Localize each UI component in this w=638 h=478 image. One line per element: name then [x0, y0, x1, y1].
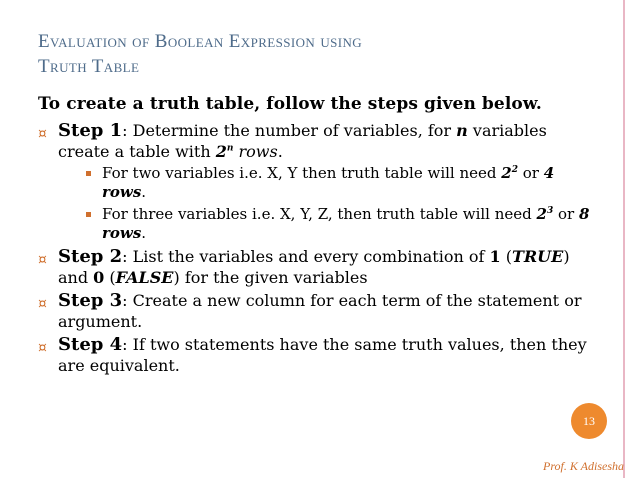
sub-2-rows: 8 rows [102, 205, 590, 242]
step-1-item [38, 120, 598, 243]
step-1-label: Step 1 [58, 120, 123, 141]
step-2-close-1: ) and [58, 247, 570, 287]
title-line-2: Truth Table [38, 56, 140, 77]
step-2-text-a: : List the variables and every combination of [122, 247, 490, 266]
vertical-rule [623, 0, 625, 478]
slide-title [38, 29, 578, 79]
step-1-two: 2 [215, 142, 227, 161]
sub-1-base: 2 [501, 164, 512, 182]
step-1-text-a: : Determine the number of variables, for [122, 121, 457, 140]
step-3-label: Step 3 [58, 290, 123, 311]
title-line-1: Evaluation of Boolean Expression using [38, 31, 363, 52]
author-credit: Prof. K Adisesha [542, 459, 624, 473]
sub-2-end: . [141, 224, 147, 242]
sub-1-or: or [517, 164, 544, 182]
step-1-text-b: variables create a table with [58, 121, 547, 161]
step-2-false: FALSE [115, 268, 174, 287]
sub-item-two-variables [58, 164, 598, 202]
slide-content [38, 94, 598, 378]
page-number-badge: 13 [571, 403, 607, 439]
step-4-label: Step 4 [58, 334, 123, 355]
sub-1-text: For two variables i.e. X, Y then truth table will need [102, 164, 502, 182]
sub-2-or: or [553, 205, 579, 223]
sub-1-end: . [141, 183, 147, 201]
sub-1-rows: 4 rows [102, 164, 555, 201]
bullet-icon: ¤ [38, 126, 47, 142]
sub-bullet-icon [86, 171, 91, 176]
step-1-n: n [456, 121, 468, 140]
step-2-zero: 0 [93, 268, 105, 287]
step-2-close-2: ) for the given variables [173, 268, 368, 287]
step-3-text: : Create a new column for each term of the statement or argument. [58, 291, 582, 331]
bullet-icon: ¤ [38, 252, 47, 268]
bullet-icon: ¤ [38, 296, 47, 312]
step-4-item [38, 334, 598, 376]
step-3-item [38, 290, 598, 332]
sub-item-three-variables [58, 205, 598, 243]
step-2-open-2: ( [104, 268, 116, 287]
step-2-item [38, 246, 598, 288]
step-2-open-1: ( [500, 247, 512, 266]
sub-bullet-icon [86, 212, 91, 217]
step-2-label: Step 2 [58, 246, 123, 267]
sub-2-base: 2 [536, 205, 547, 223]
step-2-true: TRUE [511, 247, 564, 266]
step-1-sup-n: n [226, 143, 234, 154]
sub-1-sup: 2 [511, 165, 518, 175]
sub-2-sup: 3 [546, 206, 554, 216]
step-2-one: 1 [489, 247, 501, 266]
intro-text: To create a truth table, follow the steps given below. [38, 94, 542, 114]
step-1-end: . [277, 142, 283, 161]
bullet-icon: ¤ [38, 340, 47, 356]
step-4-text: : If two statements have the same truth values, then they are equivalent. [58, 335, 587, 375]
step-1-rows: rows [233, 142, 278, 161]
sub-2-text: For three variables i.e. X, Y, Z, then truth table will need [102, 205, 537, 223]
